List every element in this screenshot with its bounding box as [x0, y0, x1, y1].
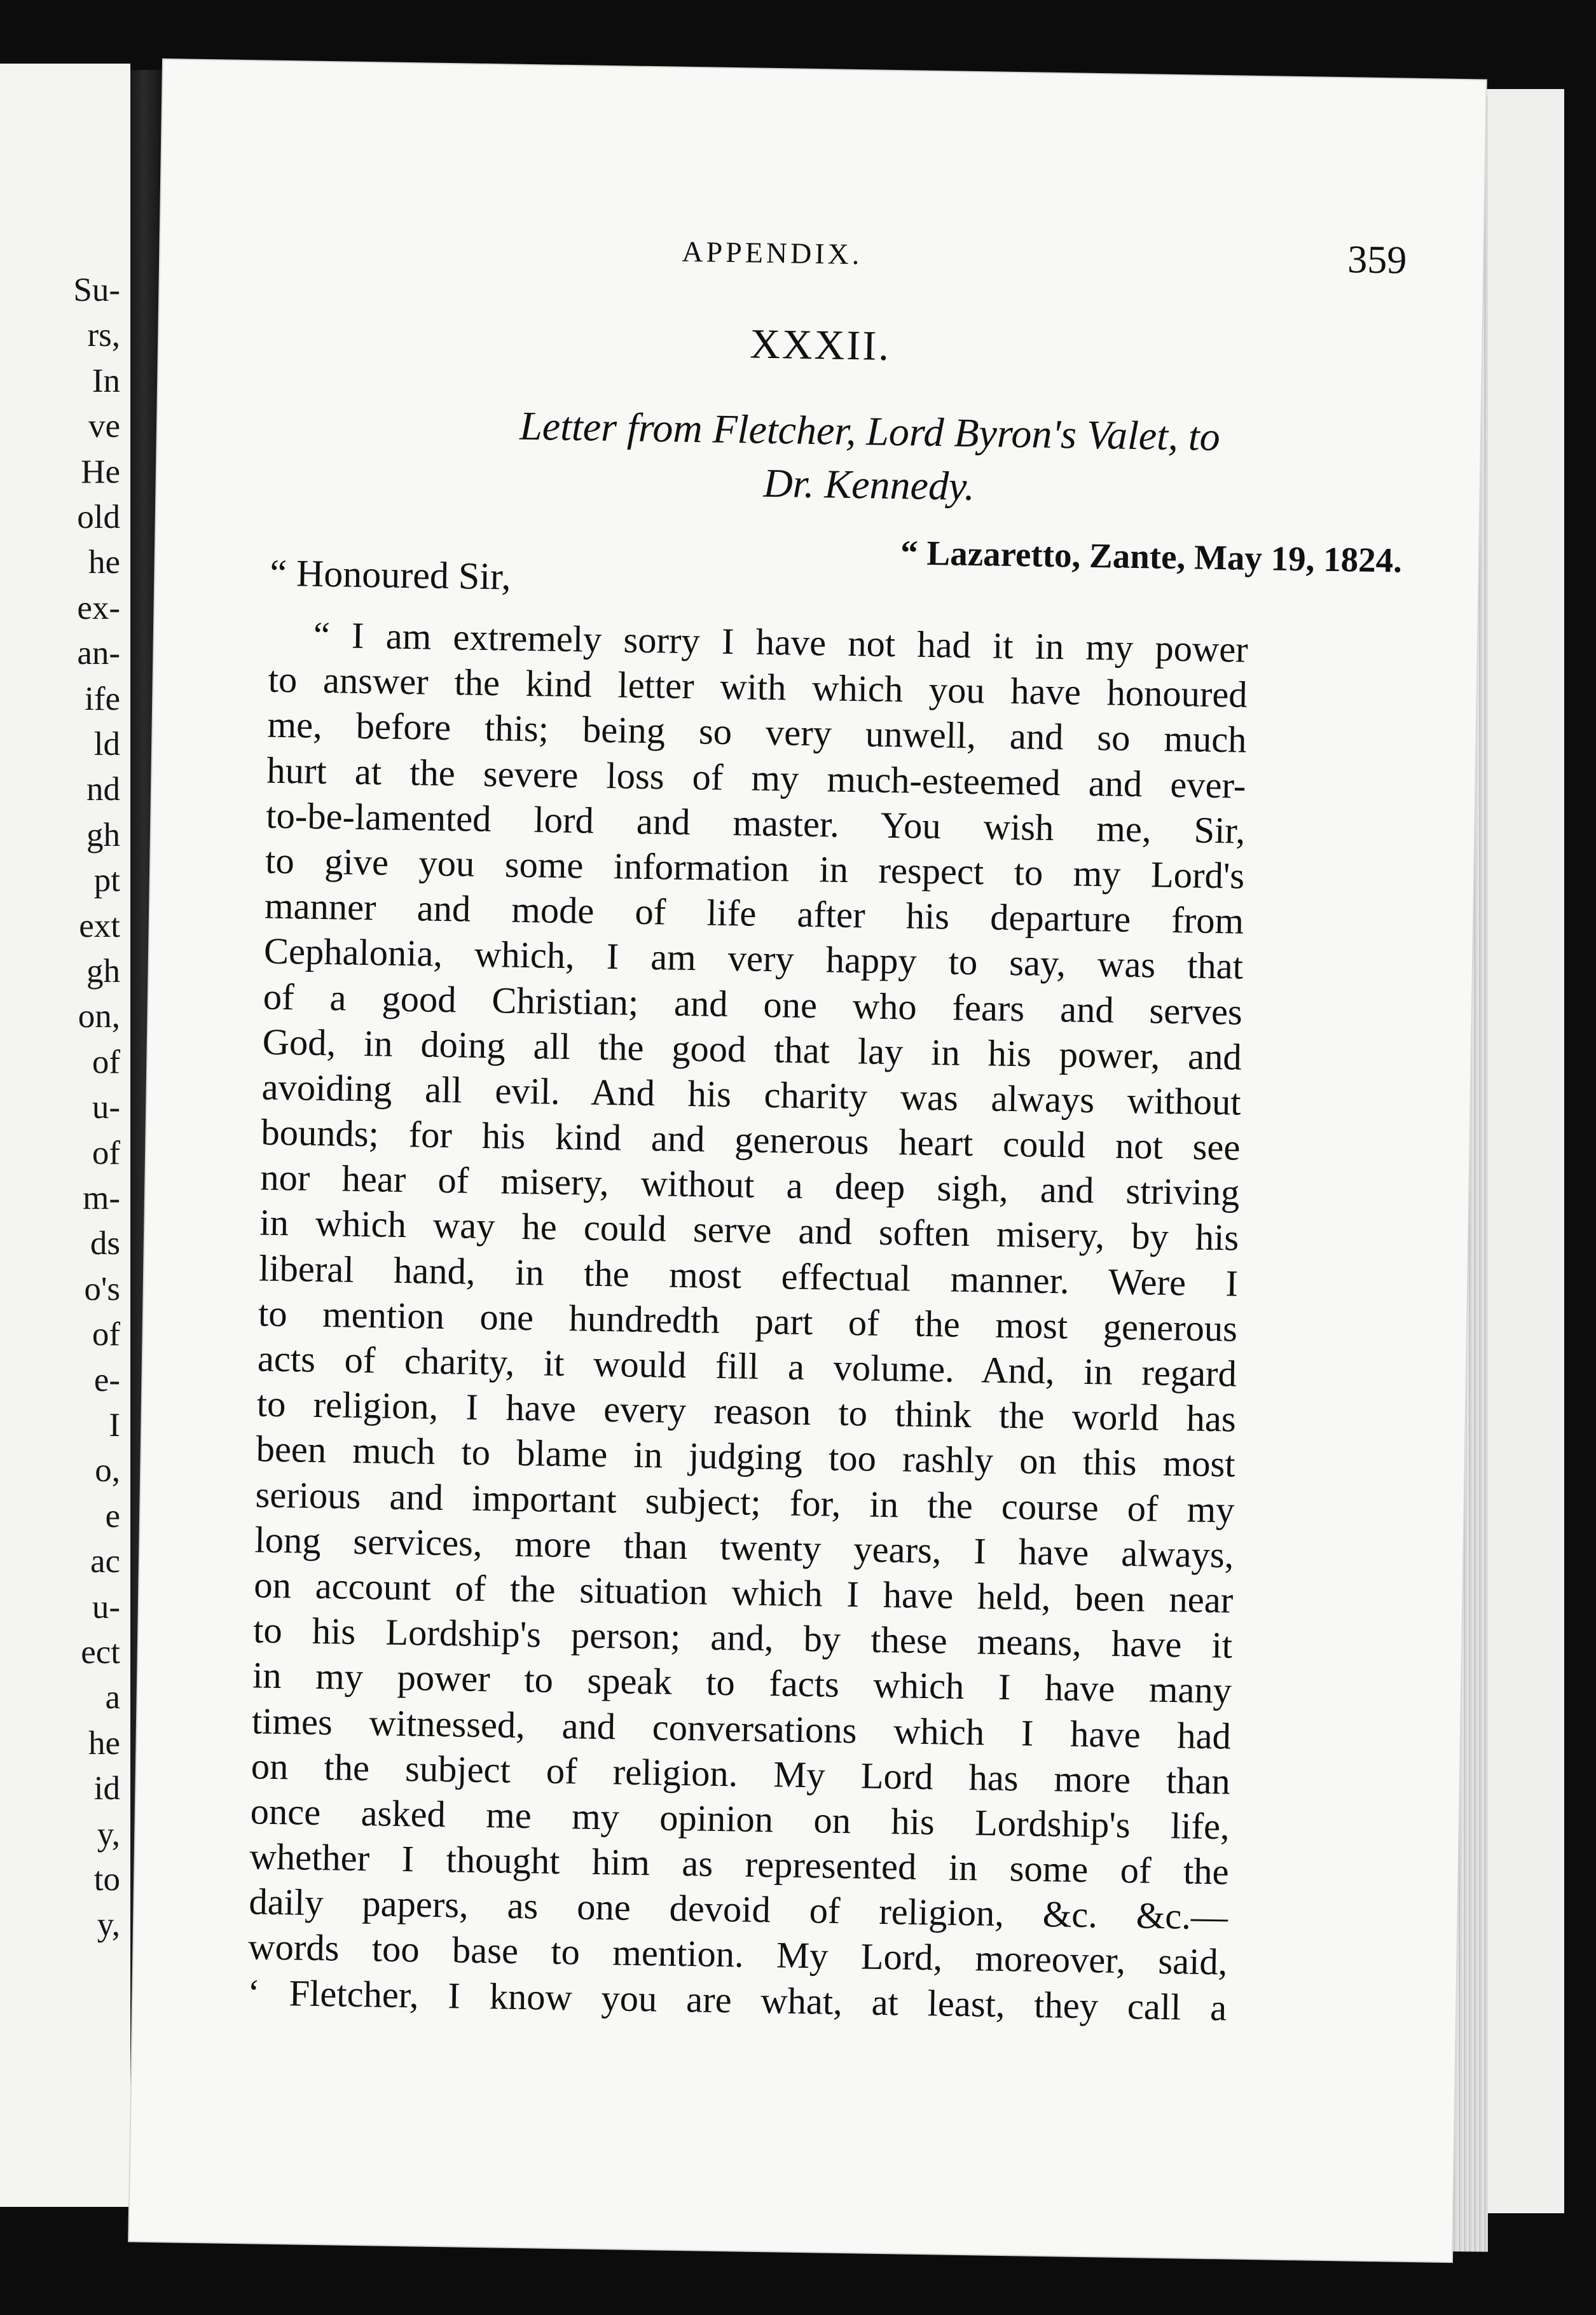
left-page-fragment: m- — [83, 1180, 120, 1217]
left-page-fragment: ds — [90, 1225, 120, 1262]
letter-title — [366, 397, 1372, 520]
body-line: acts of charity, it would fill a volume. And, in regard — [257, 1337, 1237, 1395]
left-page-fragment: gh — [86, 953, 120, 990]
left-page-fragment: old — [77, 499, 120, 536]
left-page-fragment: I — [109, 1407, 120, 1444]
left-page-fragment: ex- — [77, 589, 120, 626]
running-head: APPENDIX. — [682, 235, 863, 271]
left-page-fragment: nd — [86, 771, 120, 808]
body-line: hurt at the severe loss of my much-esteemed and ever- — [266, 749, 1246, 806]
body-line: liberal hand, in the most effectual manner. Were I — [258, 1247, 1239, 1304]
left-page-fragment: y, — [97, 1906, 120, 1944]
left-page-fragment: y, — [97, 1815, 120, 1853]
left-page-fragment: ac — [90, 1543, 120, 1580]
left-page-fragment: he — [88, 544, 120, 581]
body-line: “ I am extremely sorry I have not had it in my power — [313, 614, 1249, 670]
page-number: 359 — [1347, 238, 1407, 282]
left-page-fragment: He — [81, 453, 120, 490]
letter-title-line-1: Letter from Fletcher, Lord Byron's Valet, to — [519, 403, 1221, 460]
body-line: daily papers, as one devoid of religion, &c. &c.— — [249, 1881, 1228, 1938]
body-line: bounds; for his kind and generous heart could not see — [261, 1111, 1241, 1168]
body-line: Cephalonia, which, I am very happy to say, was that — [263, 930, 1244, 988]
body-line: on the subject of religion. My Lord has more than — [251, 1745, 1231, 1802]
body-line: to answer the kind letter with which you have honoured — [268, 658, 1248, 715]
body-line: in my power to speak to facts which I have many — [252, 1654, 1232, 1711]
body-line: words too base to mention. My Lord, moreover, said, — [247, 1926, 1228, 1983]
left-page-fragment: ife — [85, 680, 120, 717]
left-page-fragment: an- — [77, 635, 120, 672]
left-page-fragment: Su- — [73, 272, 120, 308]
left-page-fragment: id — [93, 1770, 120, 1807]
body-line: manner and mode of life after his departure from — [264, 885, 1244, 942]
letter-title-line-2: Dr. Kennedy. — [762, 460, 975, 509]
left-page-fragment: o, — [95, 1452, 120, 1489]
left-page-fragment: u- — [92, 1089, 120, 1126]
left-page-fragment: of — [92, 1043, 120, 1081]
body-line: to-be-lamented lord and master. You wish me, Sir, — [265, 794, 1246, 852]
left-page-fragment: e — [105, 1497, 120, 1535]
left-page-fragment: ext — [79, 907, 120, 944]
left-page-fragment: he — [88, 1724, 120, 1762]
body-line: of a good Christian; and one who fears and serves — [263, 976, 1243, 1033]
book-page — [129, 60, 1486, 2262]
left-page-fragment: e- — [93, 1361, 120, 1399]
left-page-fragment: rs, — [87, 317, 120, 354]
section-number: XXXII. — [749, 321, 891, 370]
left-page-fragment: ve — [88, 408, 120, 445]
dateline: “ Lazaretto, Zante, May 19, 1824. — [900, 533, 1403, 580]
page-header — [682, 227, 1407, 289]
salutation: “ Honoured Sir, — [269, 551, 512, 598]
left-page-fragment: of — [92, 1316, 120, 1353]
left-page-fragment: on, — [78, 998, 120, 1035]
body-line: once asked me my opinion on his Lordship's life, — [250, 1790, 1230, 1848]
body-line: to his Lordship's person; and, by these means, have it — [252, 1609, 1233, 1666]
body-line: nor hear of misery, without a deep sigh, and striving — [259, 1156, 1240, 1213]
left-page-fragment: In — [92, 362, 120, 399]
body-line: to religion, I have every reason to think the world has — [256, 1383, 1237, 1440]
body-line: avoiding all evil. And his charity was always without — [261, 1066, 1242, 1123]
page-stack-edge — [1482, 89, 1564, 2213]
body-line: been much to blame in judging too rashly on this most — [256, 1428, 1236, 1485]
left-page-fragment: gh — [86, 816, 120, 853]
body-line: long services, more than twenty years, I have always, — [254, 1519, 1234, 1576]
body-line: me, before this; being so very unwell, and so much — [267, 703, 1247, 761]
left-page-fragment: a — [105, 1679, 120, 1717]
body-line: to give you some information in respect to my Lord's — [265, 840, 1245, 897]
left-page-fragment: u- — [92, 1588, 120, 1626]
body-line: God, in doing all the good that lay in his power, and — [262, 1021, 1242, 1078]
previous-page — [0, 64, 130, 2207]
body-line: serious and important subject; for, in the course of my — [255, 1473, 1235, 1531]
letter-body — [247, 612, 1248, 2031]
body-line: times witnessed, and conversations which I have had — [251, 1699, 1232, 1757]
left-page-fragment: of — [92, 1134, 120, 1171]
body-line: whether I thought him as represented in some of the — [249, 1835, 1230, 1893]
left-page-fragment: ld — [93, 726, 120, 763]
left-page-fragment: pt — [93, 862, 120, 899]
body-line: to mention one hundredth part of the most generous — [258, 1292, 1238, 1350]
left-page-fragment: ect — [81, 1634, 120, 1671]
left-page-fragment: o's — [84, 1270, 120, 1308]
left-page-fragment: to — [93, 1861, 120, 1898]
body-line: in which way he could serve and soften misery, by his — [259, 1201, 1239, 1259]
body-line: ‘ Fletcher, I know you are what, at least, they call a — [247, 1971, 1227, 2029]
body-line: on account of the situation which I have held, been near — [253, 1564, 1234, 1621]
